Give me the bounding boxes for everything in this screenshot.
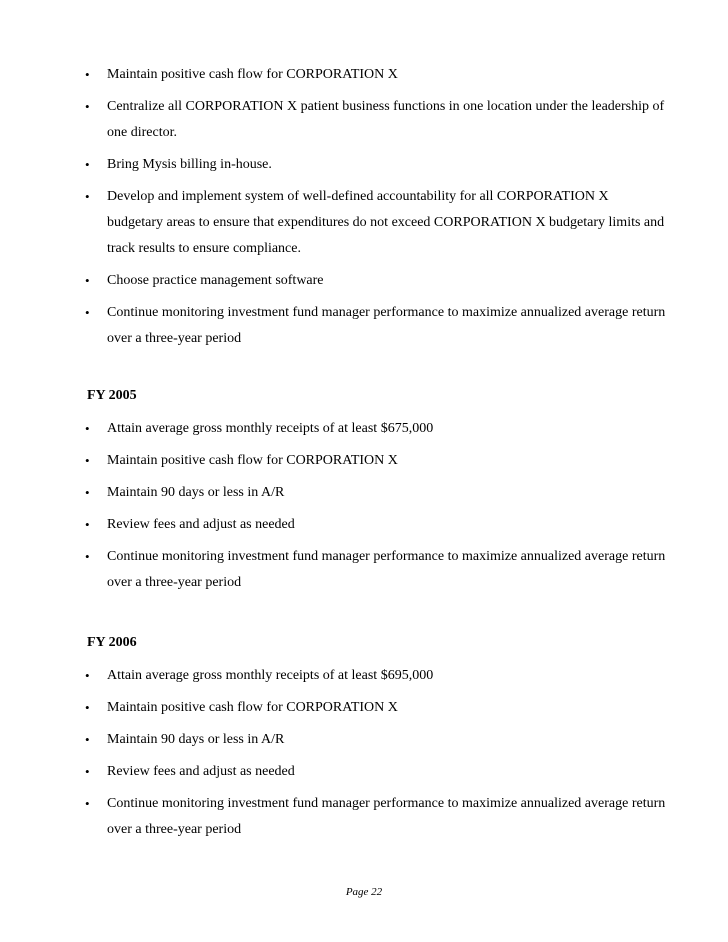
list-item-text: Maintain positive cash flow for CORPORATION X [107, 453, 398, 468]
list-item-text: Develop and implement system of well-defined accountability for all CORPORATION X budgetary areas to ensure that expenditures do not exceed CORPORATION X budgetary limits and track results to ensure compliance. [107, 189, 665, 256]
fy2006-section [0, 663, 728, 849]
list-item [0, 759, 728, 785]
list-item [0, 300, 728, 352]
list-item-text: Attain average gross monthly receipts of at least $695,000 [107, 668, 434, 683]
list-item [0, 791, 728, 843]
list-item-text: Review fees and adjust as needed [107, 764, 295, 779]
bullet-icon: • [85, 796, 90, 811]
list-item [0, 727, 728, 753]
bullet-icon: • [85, 67, 90, 82]
list-item [0, 480, 728, 506]
list-item [0, 544, 728, 596]
bullet-icon: • [85, 99, 90, 114]
fy2005-list [0, 416, 728, 596]
list-item [0, 663, 728, 689]
list-item-text: Centralize all CORPORATION X patient business functions in one location under the leadership of one director. [107, 99, 665, 140]
bullet-icon: • [85, 421, 90, 436]
list-item-text: Attain average gross monthly receipts of at least $675,000 [107, 421, 434, 436]
section-heading-fy2005: FY 2005 [87, 388, 137, 403]
bullet-icon: • [85, 732, 90, 747]
bullet-icon: • [85, 485, 90, 500]
list-item [0, 152, 728, 178]
list-item [0, 184, 728, 262]
list-item-text: Bring Mysis billing in-house. [107, 157, 272, 172]
bullet-icon: • [85, 453, 90, 468]
bullet-icon: • [85, 189, 90, 204]
list-item [0, 62, 728, 88]
list-item-text: Continue monitoring investment fund manager performance to maximize annualized average return over a three-year period [107, 549, 666, 590]
page-number: Page 22 [345, 886, 383, 898]
list-item-text: Maintain 90 days or less in A/R [107, 485, 285, 500]
list-item [0, 416, 728, 442]
intro-list [0, 62, 728, 352]
bullet-icon: • [85, 517, 90, 532]
list-item [0, 268, 728, 294]
list-item [0, 695, 728, 721]
bullet-icon: • [85, 549, 90, 564]
bullet-icon: • [85, 764, 90, 779]
fy2006-list [0, 663, 728, 843]
list-item-text: Continue monitoring investment fund manager performance to maximize annualized average return over a three-year period [107, 305, 666, 346]
bullet-icon: • [85, 305, 90, 320]
list-item-text: Maintain 90 days or less in A/R [107, 732, 285, 747]
list-item [0, 512, 728, 538]
bullet-icon: • [85, 700, 90, 715]
list-item [0, 94, 728, 146]
fy2005-section [0, 416, 728, 602]
list-item-text: Continue monitoring investment fund manager performance to maximize annualized average return over a three-year period [107, 796, 666, 837]
list-item-text: Choose practice management software [107, 273, 324, 288]
list-item-text: Maintain positive cash flow for CORPORATION X [107, 67, 398, 82]
bullet-icon: • [85, 157, 90, 172]
list-item [0, 448, 728, 474]
intro-section [0, 62, 728, 358]
section-heading-fy2006: FY 2006 [87, 635, 137, 650]
list-item-text: Maintain positive cash flow for CORPORATION X [107, 700, 398, 715]
bullet-icon: • [85, 668, 90, 683]
list-item-text: Review fees and adjust as needed [107, 517, 295, 532]
bullet-icon: • [85, 273, 90, 288]
